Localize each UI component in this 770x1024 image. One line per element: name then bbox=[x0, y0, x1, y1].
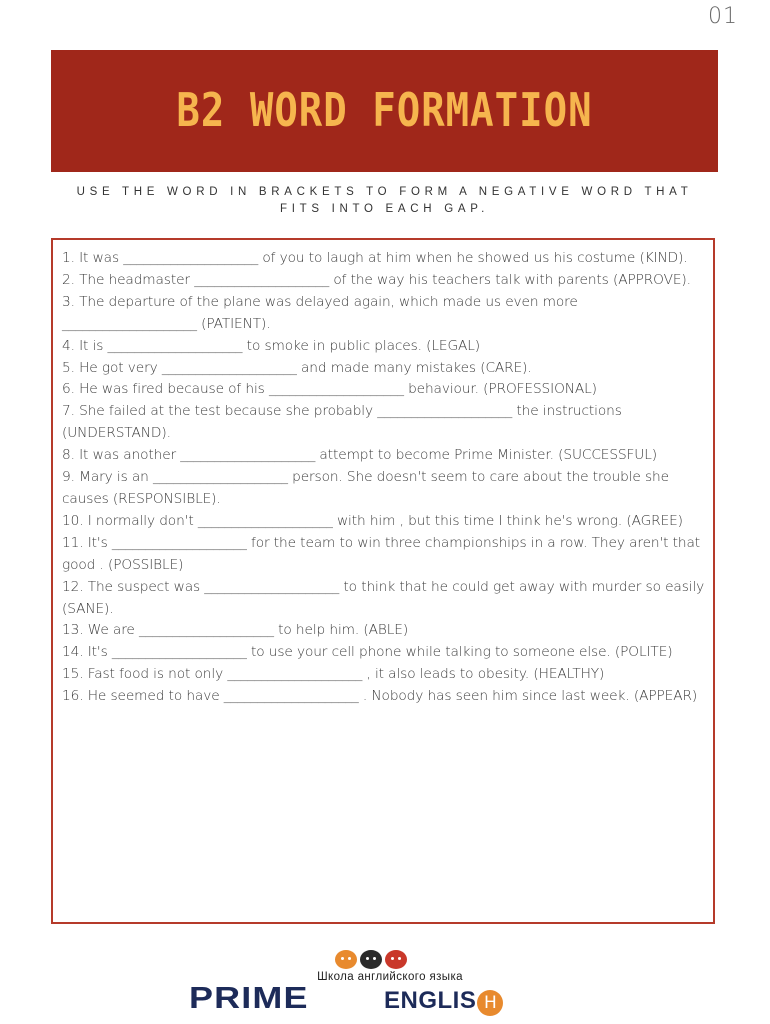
exercise-item: 4. It is ____________________ to smoke in public places. (LEGAL) bbox=[62, 337, 480, 354]
red-face-icon bbox=[385, 950, 407, 969]
page-number: 01 bbox=[708, 4, 738, 29]
exercise-list bbox=[62, 248, 707, 708]
title-banner bbox=[51, 50, 718, 172]
exercise-item: 5. He got very ____________________ and made many mistakes (CARE). bbox=[62, 359, 532, 376]
mascot-icons bbox=[335, 950, 407, 969]
exercise-item: 8. It was another ____________________ attempt to become Prime Minister. (SUCCESSFUL) bbox=[62, 447, 657, 464]
logo-prime: PRIME bbox=[189, 980, 309, 1015]
exercise-item: 16. He seemed to have ____________________ . Nobody has seen him since last week. (APPEAR) bbox=[62, 688, 698, 705]
exercise-item: 12. The suspect was ____________________ to think that he could get away with murder so easily (SANE). bbox=[62, 578, 705, 617]
page-title: B2 WORD FORMATION bbox=[176, 84, 593, 138]
exercise-item: 13. We are ____________________ to help him. (ABLE) bbox=[62, 622, 409, 639]
exercise-item: 3. The departure of the plane was delayed again, which made us even more ____________________ (PATIENT). bbox=[62, 293, 578, 332]
exercise-item: 10. I normally don't ____________________ with him , but this time I think he's wrong. (AGREE) bbox=[62, 512, 683, 529]
exercise-box bbox=[51, 238, 715, 924]
logo-english-h: H bbox=[477, 990, 503, 1016]
orange-face-icon bbox=[335, 950, 357, 969]
exercise-item: 2. The headmaster ____________________ of the way his teachers talk with parents (APPROVE). bbox=[62, 271, 691, 288]
exercise-item: 15. Fast food is not only ____________________ , it also leads to obesity. (HEALTHY) bbox=[62, 666, 605, 683]
exercise-item: 11. It's ____________________ for the team to win three championships in a row. They aren't that good . (POSSIBLE) bbox=[62, 534, 701, 573]
logo-english: ENGLIS bbox=[384, 987, 477, 1014]
exercise-item: 9. Mary is an ____________________ person. She doesn't seem to care about the trouble she causes (RESPONSIBLE). bbox=[62, 469, 669, 507]
footer-logo bbox=[0, 944, 770, 1024]
dark-face-icon bbox=[360, 950, 382, 969]
instructions-text: USE THE WORD IN BRACKETS TO FORM A NEGATIVE WORD THAT FITS INTO EACH GAP. bbox=[76, 186, 693, 215]
exercise-item: 14. It's ____________________ to use your cell phone while talking to someone else. (POLITE) bbox=[62, 644, 673, 661]
exercise-item: 7. She failed at the test because she probably ____________________ the instructions (UNDERSTAND). bbox=[62, 403, 622, 442]
brand-logo bbox=[189, 980, 503, 1016]
school-name: Школа английского языка bbox=[317, 971, 463, 983]
exercise-item: 6. He was fired because of his ____________________ behaviour. (PROFESSIONAL) bbox=[62, 381, 597, 398]
exercise-item: 1. It was ____________________ of you to laugh at him when he showed us his costume (KIND). bbox=[62, 250, 688, 266]
